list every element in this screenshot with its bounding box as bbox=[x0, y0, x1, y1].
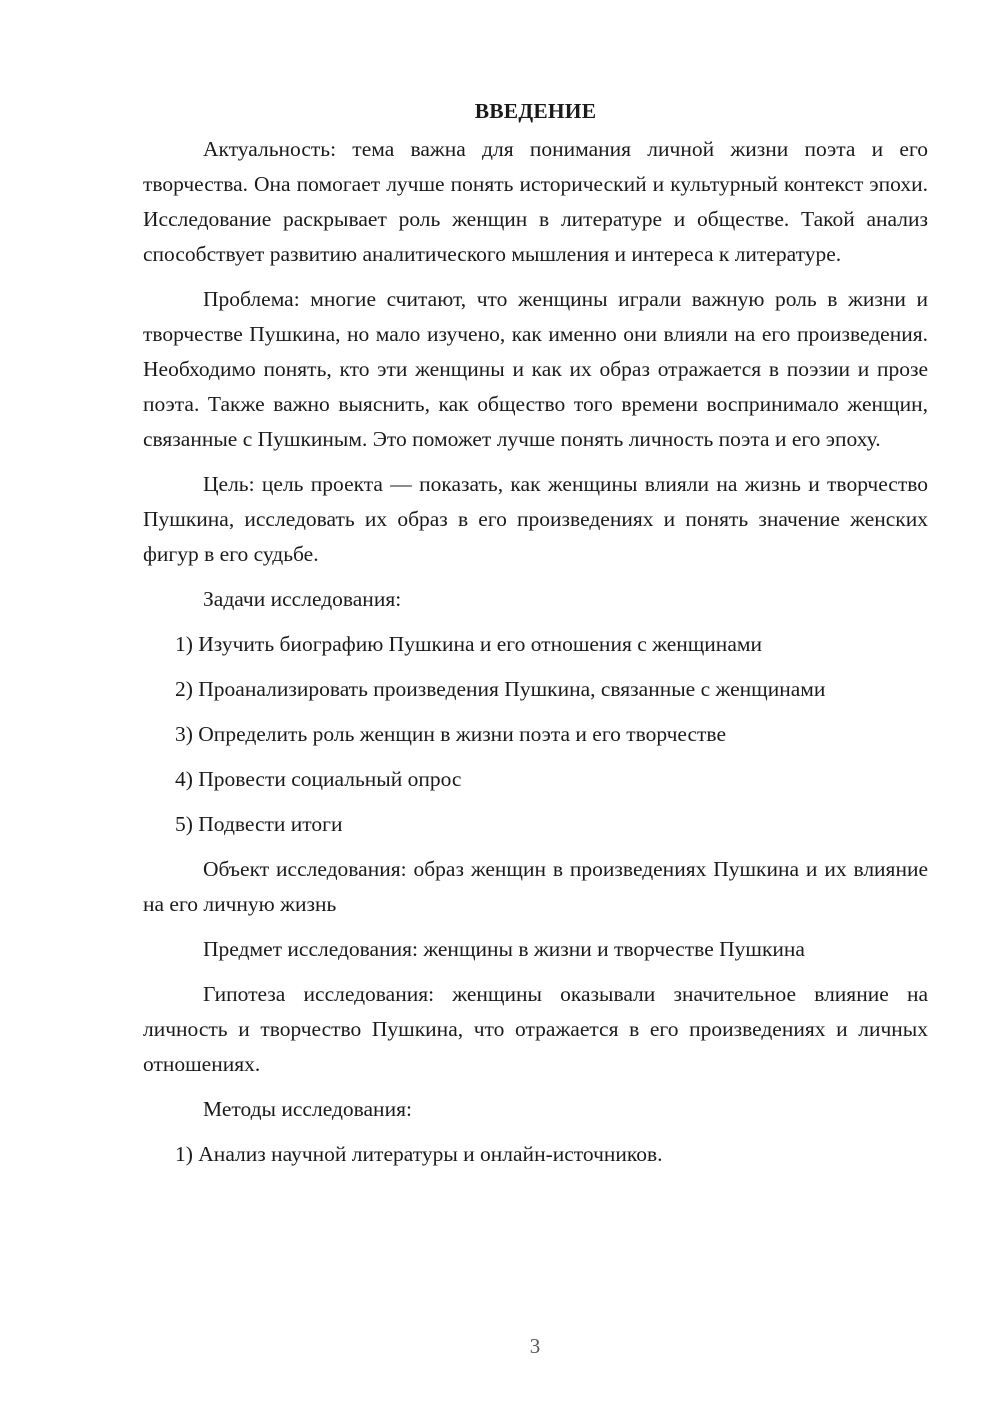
tasks-title: Задачи исследования: bbox=[203, 587, 402, 611]
list-item-task-4: 4) Провести социальный опрос bbox=[175, 767, 462, 791]
paragraph-hypothesis: Гипотеза исследования: женщины оказывали значительное влияние на личность и творчество Пушкина, что отражается в его произведениях и личных отношениях. bbox=[143, 982, 928, 1076]
paragraph-object: Объект исследования: образ женщин в произведениях Пушкина и их влияние на его личную жизнь bbox=[143, 857, 928, 916]
list-item-task-5: 5) Подвести итоги bbox=[175, 812, 343, 836]
list-item-task-1: 1) Изучить биографию Пушкина и его отношения с женщинами bbox=[175, 632, 762, 656]
list-item-task-3: 3) Определить роль женщин в жизни поэта и его творчестве bbox=[175, 722, 726, 746]
paragraph-relevance: Актуальность: тема важна для понимания личной жизни поэта и его творчества. Она помогает лучше понять исторический и культурный контекст эпохи. Исследование раскрывает роль женщин в литературе и обществе. Такой анализ способствует развитию аналитического мышления и интереса к литературе. bbox=[143, 137, 928, 266]
paragraph-subject: Предмет исследования: женщины в жизни и творчестве Пушкина bbox=[203, 937, 805, 961]
page-number: 3 bbox=[529, 1334, 541, 1358]
paragraph-problem: Проблема: многие считают, что женщины играли важную роль в жизни и творчестве Пушкина, но мало изучено, как именно они влияли на его произведения. Необходимо понять, кто эти женщины и как их образ отражается в поэзии и прозе поэта. Также важно выяснить, как общество того времени воспринимало женщин, связанные с Пушкиным. Это поможет лучше понять личность поэта и его эпоху. bbox=[143, 287, 928, 451]
page-title: ВВЕДЕНИЕ bbox=[474, 99, 597, 123]
list-item-task-2: 2) Проанализировать произведения Пушкина, связанные с женщинами bbox=[175, 677, 826, 701]
methods-title: Методы исследования: bbox=[203, 1097, 412, 1121]
paragraph-goal: Цель: цель проекта — показать, как женщины влияли на жизнь и творчество Пушкина, исследовать их образ в его произведениях и понять значение женских фигур в его судьбе. bbox=[143, 472, 928, 566]
document-page bbox=[143, 96, 928, 1182]
list-item-method-1: 1) Анализ научной литературы и онлайн-источников. bbox=[175, 1142, 663, 1166]
